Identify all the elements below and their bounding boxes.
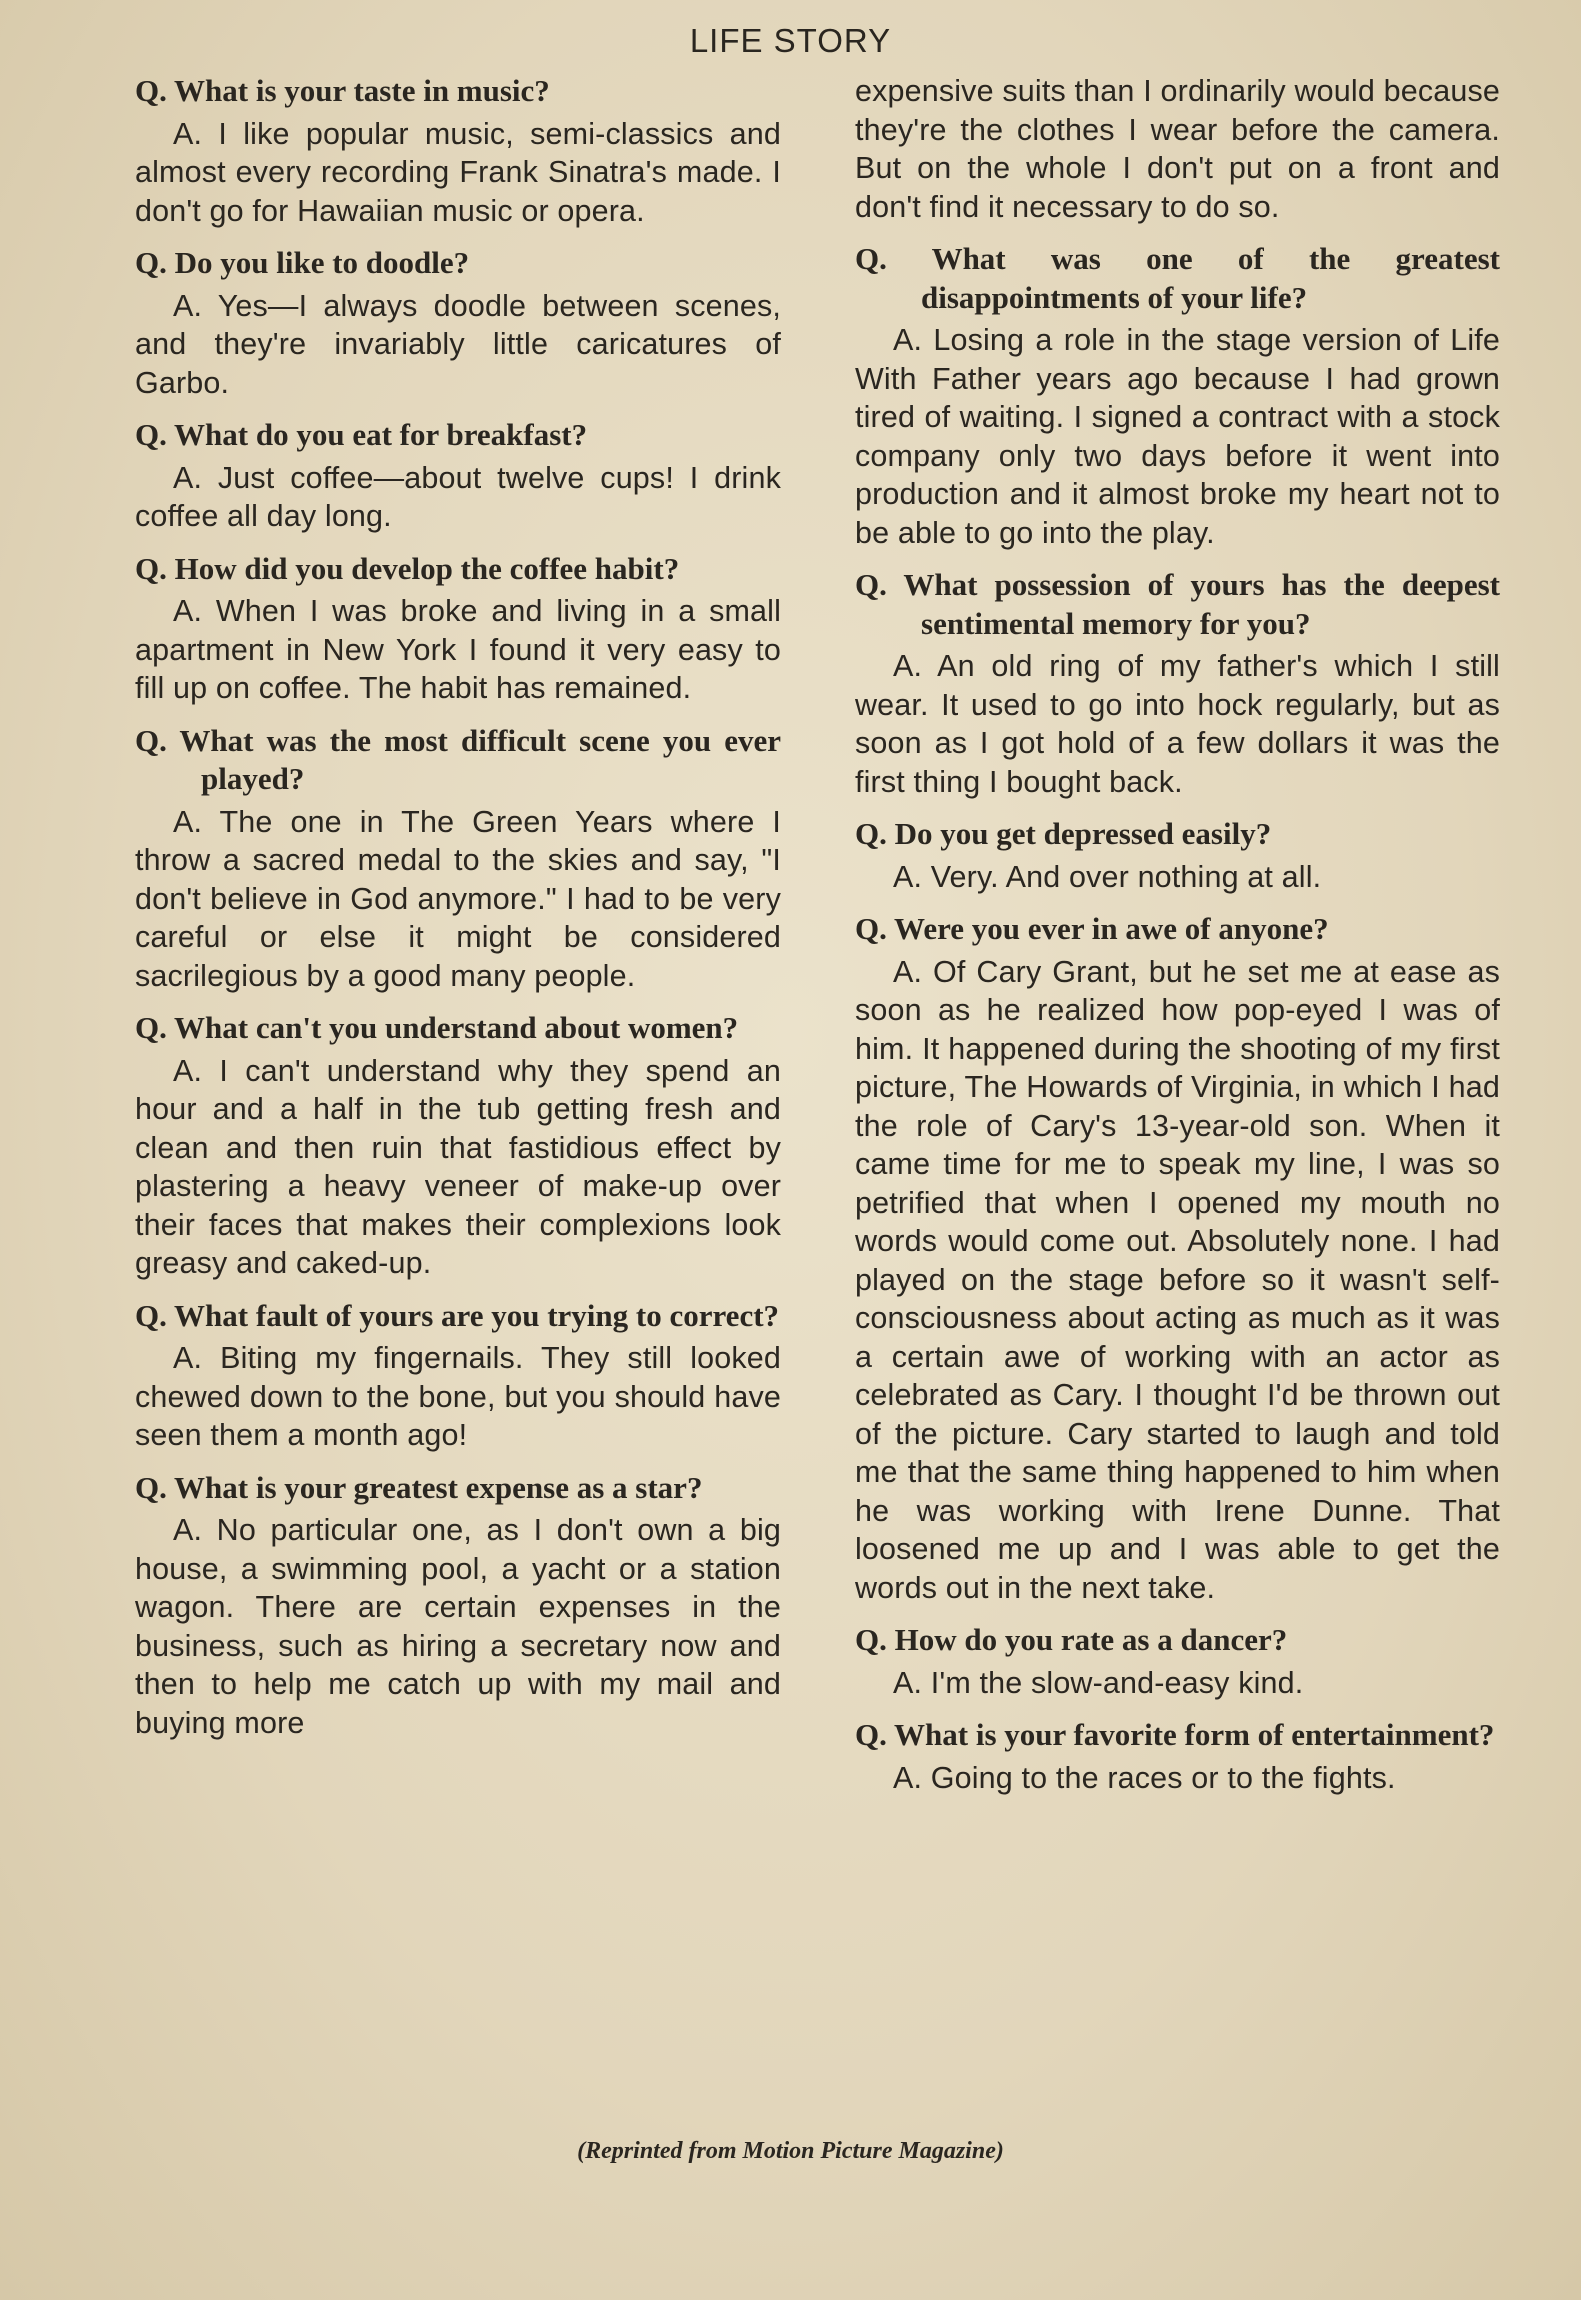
qa-item xyxy=(135,72,781,230)
qa-item xyxy=(135,1469,781,1743)
question: Q. How do you rate as a dancer? xyxy=(855,1622,1288,1657)
page-header: LIFE STORY xyxy=(689,22,892,59)
answer: A. Losing a role in the stage version of Life With Father years ago because I had grown tired of waiting. I signed a contract with a stock company only two days before it went into production and it almost broke my heart not to be able to go into the play. xyxy=(855,323,1500,550)
answer: A. Going to the races or to the fights. xyxy=(893,1760,1396,1795)
qa-item xyxy=(135,722,781,996)
qa-continuation xyxy=(855,72,1500,226)
qa-item xyxy=(135,1009,781,1283)
qa-item xyxy=(855,1716,1500,1797)
qa-item xyxy=(855,910,1500,1607)
qa-item xyxy=(135,416,781,536)
question: Q. What fault of yours are you trying to correct? xyxy=(135,1297,780,1333)
reprint-credit: (Reprinted from Motion Picture Magazine) xyxy=(577,2138,1004,2164)
answer: A. An old ring of my father's which I still wear. It used to go into hock regularly, but as soon as I got hold of a few dollars it was the first thing I bought back. xyxy=(855,649,1500,799)
answer: A. Of Cary Grant, but he set me at ease as soon as he realized how pop-eyed I was of him. It happened during the shooting of my first picture, The Howards of Virginia, in which I had the role of Cary's 13-year-old son. When it came time for me to speak my line, I was so petrified that when I opened my mouth no words would come out. Absolutely none. I had played on the stage before so it wasn't self-consciousness about acting as much as it was a certain awe of working with an actor as celebrated as Cary. I thought I'd be thrown out of the picture. Cary started to laugh and told me that the same thing happened to him when he was working with Irene Dunne. That loosened me up and I was able to get the words out in the next take. xyxy=(855,954,1500,1605)
question: Q. What can't you understand about women? xyxy=(135,1010,739,1045)
qa-item xyxy=(855,1621,1500,1702)
question: Q. What is your favorite form of entertainment? xyxy=(855,1717,1495,1752)
answer: A. No particular one, as I don't own a big house, a swimming pool, a yacht or a station wagon. There are certain expenses in the business, such as hiring a secretary now and then to help me catch up with my mail and buying more xyxy=(135,1513,781,1740)
answer: A. I can't understand why they spend an hour and a half in the tub getting fresh and clean and then ruin that fastidious effect by plastering a heavy veneer of make-up over their faces that makes their complexions look greasy and caked-up. xyxy=(135,1053,781,1280)
question: Q. What possession of yours has the deepest sentimental memory for you? xyxy=(855,567,1500,641)
left-column xyxy=(135,72,781,1756)
question: Q. Do you like to doodle? xyxy=(135,245,470,280)
qa-item xyxy=(855,240,1500,552)
qa-item xyxy=(855,566,1500,801)
answer: A. Just coffee—about twelve cups! I drink coffee all day long. xyxy=(135,460,781,533)
question: Q. How did you develop the coffee habit? xyxy=(135,550,680,586)
answer: A. Very. And over nothing at all. xyxy=(893,859,1322,894)
answer: A. When I was broke and living in a small apartment in New York I found it very easy to fill up on coffee. The habit has remained. xyxy=(135,594,781,705)
question: Q. What was one of the greatest disappointments of your life? xyxy=(855,241,1500,315)
question: Q. What is your greatest expense as a star? xyxy=(135,1469,703,1505)
question: Q. What do you eat for breakfast? xyxy=(135,417,588,452)
question: Q. Do you get depressed easily? xyxy=(855,816,1272,851)
question: Q. What is your taste in music? xyxy=(135,73,550,108)
question: Q. What was the most difficult scene you ever played? xyxy=(135,722,781,796)
qa-item xyxy=(135,1297,781,1455)
answer: A. Yes—I always doodle between scenes, and they're invariably little caricatures of Garbo. xyxy=(135,288,781,400)
qa-item xyxy=(135,244,781,402)
answer: A. The one in The Green Years where I throw a sacred medal to the skies and say, "I don't believe in God anymore." I had to be very careful or else it might be considered sacrilegious by a good many people. xyxy=(135,804,781,993)
answer-continuation: expensive suits than I ordinarily would because they're the clothes I wear before the camera. But on the whole I don't put on a front and don't find it necessary to do so. xyxy=(855,74,1500,224)
qa-item xyxy=(855,815,1500,896)
qa-item xyxy=(135,550,781,708)
answer: A. I like popular music, semi-classics and almost every recording Frank Sinatra's made. I don't go for Hawaiian music or opera. xyxy=(135,116,781,228)
answer: A. Biting my fingernails. They still looked chewed down to the bone, but you should have seen them a month ago! xyxy=(135,1341,781,1452)
question: Q. Were you ever in awe of anyone? xyxy=(855,911,1329,946)
right-column xyxy=(855,72,1500,1811)
answer: A. I'm the slow-and-easy kind. xyxy=(893,1665,1304,1700)
